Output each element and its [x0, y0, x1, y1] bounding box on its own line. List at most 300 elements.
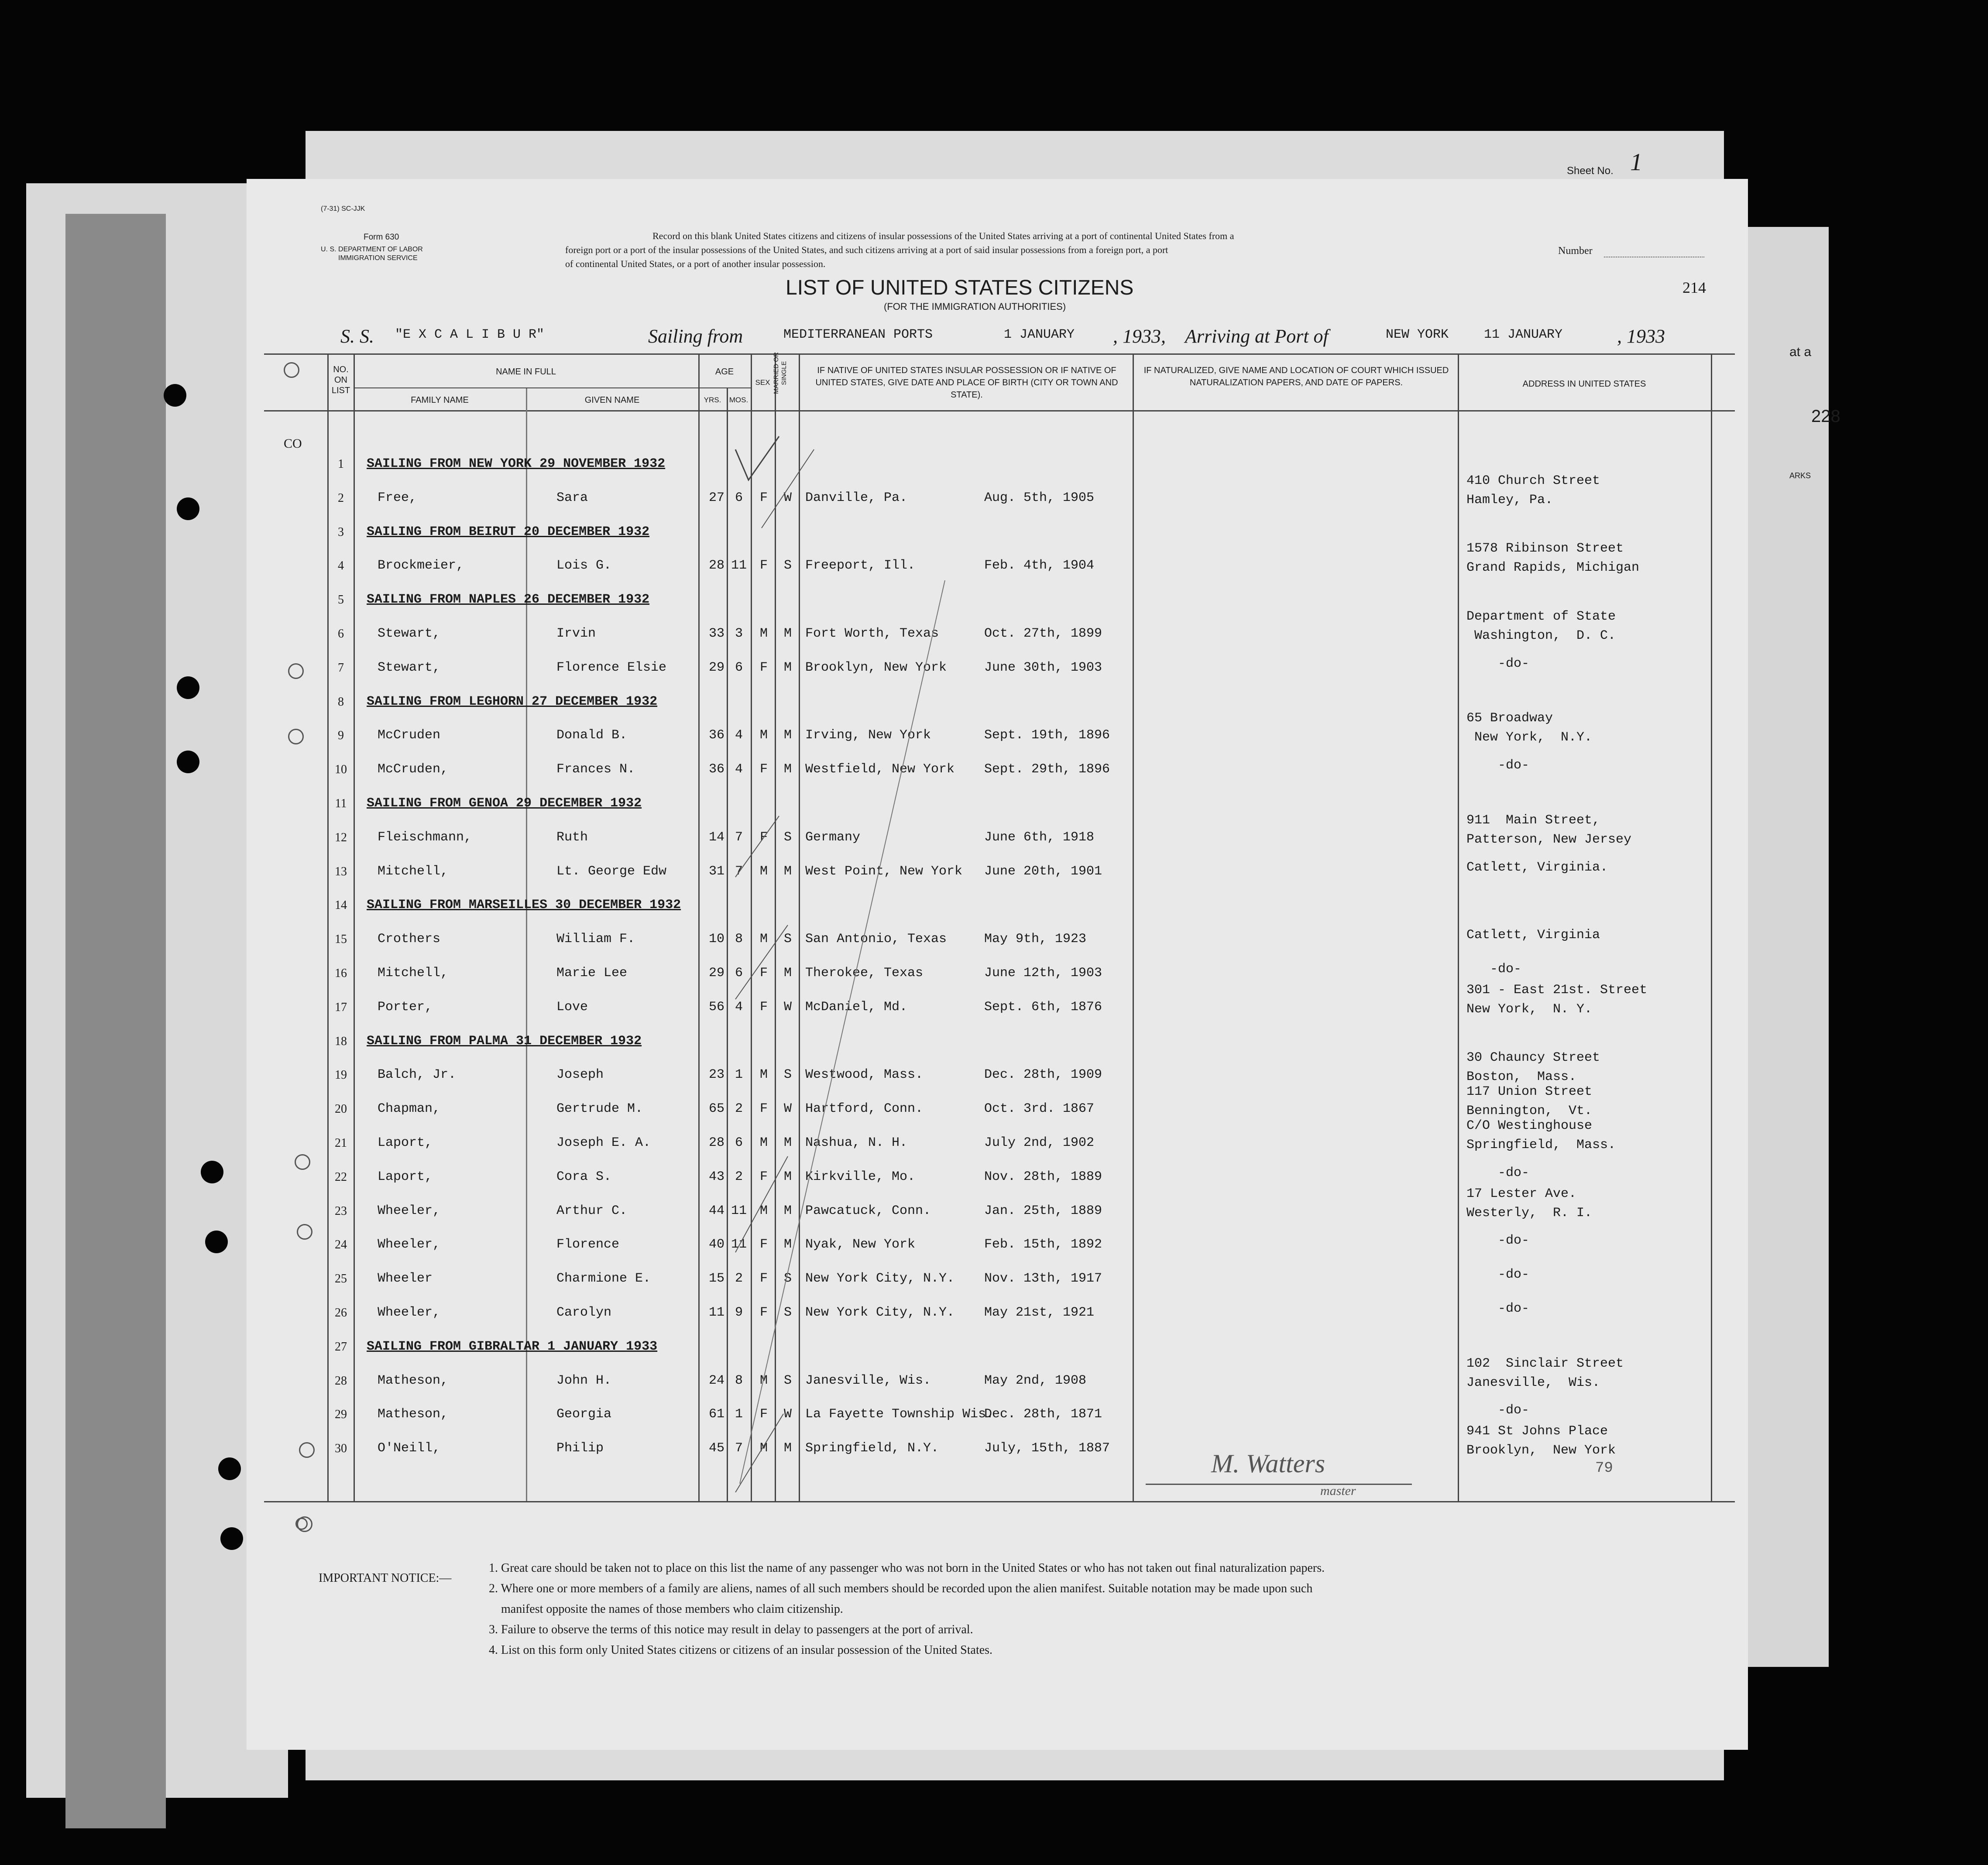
- family-name: Porter,: [378, 999, 433, 1015]
- birthplace: Janesville, Wis.: [805, 1373, 931, 1388]
- birthplace: Fort Worth, Texas: [805, 626, 939, 641]
- age-years: 36: [708, 762, 724, 777]
- marital-status: M: [783, 864, 792, 879]
- age-years: 44: [708, 1203, 724, 1218]
- signature-underline: [1146, 1484, 1412, 1485]
- given-name: Joseph E. A.: [556, 1135, 651, 1150]
- given-name: Lois G.: [556, 558, 612, 573]
- header-given-name: GIVEN NAME: [584, 395, 640, 405]
- row-number: 25: [335, 1272, 347, 1286]
- form-number: Form 630: [364, 233, 399, 242]
- birth-date: Dec. 28th, 1871: [984, 1407, 1102, 1422]
- birth-date: June 20th, 1901: [984, 864, 1102, 879]
- row-number: 16: [335, 967, 347, 980]
- birth-date: Sept. 29th, 1896: [984, 762, 1110, 777]
- form-instructions: [565, 229, 1234, 271]
- ring-mark: [295, 1518, 308, 1530]
- address-entry: -do-: [1466, 656, 1530, 671]
- given-name: Georgia: [556, 1407, 612, 1422]
- section-heading: SAILING FROM BEIRUT 20 DECEMBER 1932: [367, 524, 650, 539]
- notice-label: IMPORTANT NOTICE:—: [319, 1571, 452, 1585]
- address-entry: Catlett, Virginia: [1466, 928, 1600, 943]
- sex: M: [759, 932, 768, 947]
- table-top-rule: [264, 353, 1735, 355]
- margin-note-co: CO: [284, 436, 302, 451]
- family-name: Laport,: [378, 1169, 433, 1184]
- given-name: Donald B.: [556, 728, 628, 743]
- address-note-79: 79: [1595, 1460, 1613, 1477]
- row-number: 21: [335, 1136, 347, 1150]
- header-yrs: YRS.: [704, 396, 721, 404]
- age-months: 2: [735, 1101, 743, 1117]
- birthplace: Nyak, New York: [805, 1237, 916, 1252]
- age-years: 45: [708, 1441, 724, 1456]
- given-name: Marie Lee: [556, 966, 628, 980]
- age-years: 11: [708, 1305, 724, 1320]
- family-name: Chapman,: [378, 1101, 441, 1117]
- sex: F: [759, 660, 768, 675]
- marital-status: W: [783, 1407, 792, 1422]
- marital-status: M: [783, 1169, 792, 1184]
- address-entry: -do-: [1466, 758, 1530, 773]
- notice-item: 3. Failure to observe the terms of this notice may result in delay to passengers at the port of arrival.: [489, 1623, 973, 1636]
- punch-hole: [201, 1161, 223, 1183]
- signature-title: master: [1320, 1484, 1356, 1498]
- birthplace: Freeport, Ill.: [805, 558, 916, 573]
- marital-status: W: [783, 490, 792, 505]
- age-months: 7: [735, 830, 743, 845]
- age-years: 14: [708, 830, 724, 845]
- sheet-number-value: 1: [1630, 149, 1642, 176]
- address-entry: -do-: [1466, 962, 1522, 977]
- marital-status: W: [783, 999, 792, 1015]
- section-heading: SAILING FROM NEW YORK 29 NOVEMBER 1932: [367, 456, 666, 471]
- age-months: 6: [735, 660, 743, 675]
- header-address: ADDRESS IN UNITED STATES: [1522, 379, 1646, 389]
- instruction-line: of continental United States, or a port of another insular possession.: [565, 258, 826, 269]
- row-number: 4: [338, 559, 344, 573]
- sex: M: [759, 1135, 768, 1150]
- instruction-line: Record on this blank United States citizens and citizens of insular possessions of the United States arriving at a port of continental United States from a: [652, 230, 1234, 241]
- age-months: 7: [735, 1441, 743, 1456]
- birthplace: New York City, N.Y.: [805, 1305, 955, 1320]
- age-years: 15: [708, 1271, 724, 1286]
- sex: F: [759, 1305, 768, 1320]
- birth-date: July 2nd, 1902: [984, 1135, 1095, 1150]
- sex: M: [759, 1203, 768, 1218]
- birth-date: May 9th, 1923: [984, 932, 1087, 947]
- family-name: Wheeler,: [378, 1305, 441, 1320]
- birthplace: Danville, Pa.: [805, 490, 908, 505]
- right-sheet-text: at a: [1789, 345, 1812, 359]
- table-header-rule: [264, 410, 1735, 411]
- sex: F: [759, 490, 768, 505]
- arriving-label: Arriving at Port of: [1185, 326, 1329, 347]
- number-label: Number: [1558, 245, 1593, 257]
- address-entry: 1578 Ribinson Street Grand Rapids, Michigan: [1466, 541, 1640, 576]
- given-name: John H.: [556, 1373, 612, 1388]
- marital-status: M: [783, 1135, 792, 1150]
- family-name: O'Neill,: [378, 1441, 441, 1456]
- age-years: 29: [708, 660, 724, 675]
- age-years: 24: [708, 1373, 724, 1388]
- birth-date: Sept. 19th, 1896: [984, 728, 1110, 743]
- address-entry: C/O Westinghouse Springfield, Mass.: [1466, 1118, 1616, 1152]
- binder-strip: [65, 214, 166, 1828]
- row-number: 2: [338, 491, 344, 505]
- age-years: 29: [708, 966, 724, 980]
- ship-name: "E X C A L I B U R": [395, 327, 545, 342]
- sex: F: [759, 966, 768, 980]
- age-years: 31: [708, 864, 724, 879]
- row-number: 27: [335, 1340, 347, 1354]
- marital-status: S: [783, 1373, 792, 1388]
- birth-date: June 12th, 1903: [984, 966, 1102, 980]
- birthplace: Nashua, N. H.: [805, 1135, 908, 1150]
- header-family-name: FAMILY NAME: [411, 395, 469, 405]
- address-entry: Department of State Washington, D. C.: [1466, 609, 1616, 643]
- family-name: Brockmeier,: [378, 558, 464, 573]
- row-number: 14: [335, 898, 347, 912]
- family-name: Matheson,: [378, 1407, 449, 1422]
- row-number: 7: [338, 661, 344, 675]
- punch-hole: [218, 1457, 241, 1480]
- notice-item: manifest opposite the names of those members who claim citizenship.: [501, 1602, 843, 1616]
- sheet-number-label: Sheet No.: [1567, 165, 1614, 177]
- page-title: LIST OF UNITED STATES CITIZENS: [786, 276, 1134, 299]
- marital-status: M: [783, 660, 792, 675]
- age-years: 27: [708, 490, 724, 505]
- birth-date: Aug. 5th, 1905: [984, 490, 1095, 505]
- header-sex: SEX: [755, 378, 770, 387]
- age-months: 11: [731, 1203, 747, 1218]
- section-heading: SAILING FROM LEGHORN 27 DECEMBER 1932: [367, 694, 658, 709]
- sex: F: [759, 1271, 768, 1286]
- family-name: McCruden: [378, 728, 441, 743]
- marital-status: S: [783, 932, 792, 947]
- given-name: Charmione E.: [556, 1271, 651, 1286]
- row-number: 17: [335, 1000, 347, 1014]
- birthplace: McDaniel, Md.: [805, 999, 908, 1015]
- row-number: 15: [335, 932, 347, 946]
- form-code: (7-31) SC-JJK: [321, 205, 365, 213]
- row-number: 3: [338, 525, 344, 539]
- given-name: Ruth: [556, 830, 588, 845]
- sex: F: [759, 762, 768, 777]
- sex: M: [759, 626, 768, 641]
- birth-date: Jan. 25th, 1889: [984, 1203, 1102, 1218]
- given-name: William F.: [556, 932, 635, 947]
- birth-date: Nov. 28th, 1889: [984, 1169, 1102, 1184]
- row-number: 24: [335, 1238, 347, 1252]
- birthplace: Irving, New York: [805, 728, 931, 743]
- birthplace: Kirkville, Mo.: [805, 1169, 916, 1184]
- address-entry: Catlett, Virginia.: [1466, 860, 1608, 875]
- age-months: 8: [735, 1373, 743, 1388]
- family-name: Mitchell,: [378, 864, 449, 879]
- row-number: 22: [335, 1170, 347, 1184]
- row-number: 6: [338, 627, 344, 641]
- age-months: 11: [731, 1237, 747, 1252]
- birthplace: Germany: [805, 830, 861, 845]
- address-entry: -do-: [1466, 1165, 1530, 1180]
- row-number: 30: [335, 1442, 347, 1456]
- age-months: 6: [735, 1135, 743, 1150]
- row-number: 8: [338, 695, 344, 709]
- age-years: 28: [708, 558, 724, 573]
- birthplace: Therokee, Texas: [805, 966, 924, 980]
- family-name: McCruden,: [378, 762, 449, 777]
- row-number: 20: [335, 1102, 347, 1116]
- row-number: 18: [335, 1034, 347, 1048]
- given-name: Joseph: [556, 1067, 604, 1083]
- sex: M: [759, 1373, 768, 1388]
- given-name: Frances N.: [556, 762, 635, 777]
- section-heading: SAILING FROM PALMA 31 DECEMBER 1932: [367, 1033, 642, 1049]
- header-married-single: MARRIED OR SINGLE: [773, 352, 788, 394]
- birth-date: Dec. 28th, 1909: [984, 1067, 1102, 1083]
- age-years: 61: [708, 1407, 724, 1422]
- marital-status: M: [783, 966, 792, 980]
- age-months: 4: [735, 999, 743, 1015]
- birthplace: Westwood, Mass.: [805, 1067, 924, 1083]
- marital-status: S: [783, 1067, 792, 1083]
- section-heading: SAILING FROM GENOA 29 DECEMBER 1932: [367, 796, 642, 811]
- row-number: 29: [335, 1408, 347, 1422]
- birthplace: New York City, N.Y.: [805, 1271, 955, 1286]
- captain-signature: M. Watters: [1211, 1449, 1325, 1478]
- marital-status: W: [783, 1101, 792, 1117]
- family-name: Wheeler,: [378, 1237, 441, 1252]
- sex: M: [759, 1067, 768, 1083]
- given-name: Gertrude M.: [556, 1101, 643, 1117]
- citizen-list-form: [247, 179, 1748, 1750]
- row-number: 28: [335, 1374, 347, 1388]
- ring-mark: [284, 362, 299, 378]
- birth-date: May 2nd, 1908: [984, 1373, 1087, 1388]
- birth-date: Feb. 4th, 1904: [984, 558, 1095, 573]
- given-name: Arthur C.: [556, 1203, 628, 1218]
- row-number: 23: [335, 1204, 347, 1218]
- age-years: 36: [708, 728, 724, 743]
- row-number: 10: [335, 763, 347, 777]
- age-years: 28: [708, 1135, 724, 1150]
- age-months: 8: [735, 932, 743, 947]
- family-name: Free,: [378, 490, 417, 505]
- age-months: 3: [735, 626, 743, 641]
- marital-status: M: [783, 728, 792, 743]
- address-entry: 911 Main Street, Patterson, New Jersey: [1466, 813, 1632, 847]
- notice-item: 4. List on this form only United States citizens or citizens of an insular possession of the United States.: [489, 1643, 993, 1657]
- row-number: 13: [335, 864, 347, 878]
- row-number: 5: [338, 593, 344, 607]
- address-entry: -do-: [1466, 1233, 1530, 1248]
- arrival-date: 11 JANUARY: [1484, 327, 1563, 342]
- row-number: 12: [335, 830, 347, 844]
- sex: M: [759, 1441, 768, 1456]
- age-months: 7: [735, 864, 743, 879]
- address-entry: 941 St Johns Place Brooklyn, New York: [1466, 1424, 1616, 1458]
- right-sheet-remarks: ARKS: [1789, 471, 1811, 480]
- section-heading: SAILING FROM MARSEILLES 30 DECEMBER 1932: [367, 898, 681, 913]
- age-months: 6: [735, 966, 743, 980]
- header-name-in-full: NAME IN FULL: [496, 367, 556, 377]
- diagonal-stamp-lines: [718, 572, 1154, 1488]
- marital-status: M: [783, 1441, 792, 1456]
- given-name: Sara: [556, 490, 588, 505]
- page-subtitle: (FOR THE IMMIGRATION AUTHORITIES): [884, 301, 1066, 312]
- sex: F: [759, 999, 768, 1015]
- family-name: Wheeler: [378, 1271, 433, 1286]
- marital-status: M: [783, 1237, 792, 1252]
- header-naturalized: IF NATURALIZED, GIVE NAME AND LOCATION OF COURT WHICH ISSUED NATURALIZATION PAPERS, AND DATE OF PAPERS.: [1143, 366, 1449, 387]
- address-entry: 301 - East 21st. Street New York, N. Y.: [1466, 982, 1648, 1017]
- arrival-port: NEW YORK: [1386, 327, 1449, 342]
- family-name: Fleischmann,: [378, 830, 472, 845]
- table-bottom-rule: [264, 1501, 1735, 1502]
- given-name: Love: [556, 999, 588, 1015]
- row-number: 1: [338, 457, 344, 471]
- birthplace: Pawcatuck, Conn.: [805, 1203, 931, 1218]
- given-name: Cora S.: [556, 1169, 612, 1184]
- given-name: Florence Elsie: [556, 660, 667, 675]
- punch-hole: [205, 1231, 228, 1253]
- family-name: Mitchell,: [378, 966, 449, 980]
- punch-hole: [164, 384, 186, 407]
- age-months: 4: [735, 728, 743, 743]
- sailing-from: MEDITERRANEAN PORTS: [783, 327, 933, 342]
- address-entry: 102 Sinclair Street Janesville, Wis.: [1466, 1356, 1624, 1390]
- birth-date: Sept. 6th, 1876: [984, 999, 1102, 1015]
- form-service: IMMIGRATION SERVICE: [338, 254, 418, 262]
- birth-date: Nov. 13th, 1917: [984, 1271, 1102, 1286]
- age-years: 10: [708, 932, 724, 947]
- address-entry: 17 Lester Ave. Westerly, R. I.: [1466, 1186, 1593, 1220]
- sex: F: [759, 558, 768, 573]
- punch-hole: [177, 497, 199, 520]
- marital-status: S: [783, 1271, 792, 1286]
- age-months: 11: [731, 558, 747, 573]
- birth-date: Oct. 27th, 1899: [984, 626, 1102, 641]
- age-years: 23: [708, 1067, 724, 1083]
- row-number: 26: [335, 1306, 347, 1320]
- age-months: 2: [735, 1169, 743, 1184]
- age-years: 43: [708, 1169, 724, 1184]
- birthplace: Brooklyn, New York: [805, 660, 947, 675]
- address-entry: -do-: [1466, 1267, 1530, 1282]
- address-entry: 410 Church Street Hamley, Pa.: [1466, 473, 1600, 507]
- header-no-on-list: NO. ON LIST: [331, 365, 350, 395]
- sailing-label: Sailing from: [648, 326, 743, 347]
- birth-date: June 6th, 1918: [984, 830, 1095, 845]
- birth-date: June 30th, 1903: [984, 660, 1102, 675]
- birthplace: West Point, New York: [805, 864, 963, 879]
- family-name: Laport,: [378, 1135, 433, 1150]
- given-name: Irvin: [556, 626, 596, 641]
- section-heading: SAILING FROM GIBRALTAR 1 JANUARY 1933: [367, 1339, 658, 1354]
- family-name: Wheeler,: [378, 1203, 441, 1218]
- sex: M: [759, 728, 768, 743]
- header-birthplace: IF NATIVE OF UNITED STATES INSULAR POSSESSION OR IF NATIVE OF UNITED STATES, GIVE DATE AND PLACE OF BIRTH (CITY OR TOWN AND STATE).: [815, 366, 1118, 400]
- sex: F: [759, 1407, 768, 1422]
- sailing-date: 1 JANUARY: [1004, 327, 1075, 342]
- birth-date: May 21st, 1921: [984, 1305, 1095, 1320]
- marital-status: M: [783, 762, 792, 777]
- given-name: Lt. George Edw: [556, 864, 667, 879]
- row-number: 19: [335, 1068, 347, 1082]
- notice-item: 2. Where one or more members of a family are aliens, names of all such members should be recorded upon the alien manifest. Suitable notation may be made upon such: [489, 1582, 1313, 1595]
- birth-date: Feb. 15th, 1892: [984, 1237, 1102, 1252]
- birthplace: Westfield, New York: [805, 762, 955, 777]
- given-name: Philip: [556, 1441, 604, 1456]
- birth-date: July, 15th, 1887: [984, 1441, 1110, 1456]
- birth-date: Oct. 3rd. 1867: [984, 1101, 1095, 1117]
- age-years: 33: [708, 626, 724, 641]
- address-entry: 65 Broadway New York, N.Y.: [1466, 711, 1593, 745]
- punch-hole: [220, 1527, 243, 1550]
- birthplace: San Antonio, Texas: [805, 932, 947, 947]
- sex: F: [759, 1169, 768, 1184]
- marital-status: S: [783, 1305, 792, 1320]
- sailing-year: , 1933,: [1113, 326, 1166, 347]
- family-name: Crothers: [378, 932, 441, 947]
- age-months: 6: [735, 490, 743, 505]
- address-entry: 117 Union Street Bennington, Vt.: [1466, 1084, 1593, 1119]
- row-number: 11: [335, 797, 347, 810]
- age-years: 65: [708, 1101, 724, 1117]
- punch-hole: [177, 751, 199, 773]
- age-months: 1: [735, 1407, 743, 1422]
- family-name: Matheson,: [378, 1373, 449, 1388]
- right-sheet-page-number: 228: [1811, 407, 1840, 426]
- sex: F: [759, 1237, 768, 1252]
- arrival-year: , 1933: [1617, 326, 1665, 347]
- family-name: Stewart,: [378, 626, 441, 641]
- birthplace: Springfield, N.Y.: [805, 1441, 939, 1456]
- ss-label: S. S.: [340, 326, 374, 347]
- marital-status: S: [783, 558, 792, 573]
- given-name: Florence: [556, 1237, 620, 1252]
- header-age: AGE: [715, 367, 734, 377]
- sex: M: [759, 864, 768, 879]
- section-heading: SAILING FROM NAPLES 26 DECEMBER 1932: [367, 592, 650, 607]
- form-department: U. S. DEPARTMENT OF LABOR: [321, 246, 423, 253]
- birthplace: Hartford, Conn.: [805, 1101, 924, 1117]
- notice-item: 1. Great care should be taken not to place on this list the name of any passenger who was not born in the United States or who has not taken out final naturalization papers.: [489, 1561, 1325, 1575]
- row-number: 9: [338, 729, 344, 743]
- age-years: 40: [708, 1237, 724, 1252]
- marital-status: M: [783, 626, 792, 641]
- family-name: Balch, Jr.: [378, 1067, 457, 1083]
- page-number: 214: [1682, 279, 1706, 296]
- given-name: Carolyn: [556, 1305, 612, 1320]
- punch-hole: [177, 676, 199, 699]
- subheader-rule: [354, 387, 751, 388]
- sex: F: [759, 830, 768, 845]
- marital-status: S: [783, 830, 792, 845]
- address-entry: 30 Chauncy Street Boston, Mass.: [1466, 1050, 1600, 1085]
- age-months: 1: [735, 1067, 743, 1083]
- family-name: Stewart,: [378, 660, 441, 675]
- birthplace: La Fayette Township Wis.: [805, 1407, 994, 1422]
- header-mos: MOS.: [729, 396, 749, 404]
- address-entry: -do-: [1466, 1301, 1530, 1316]
- sex: F: [759, 1101, 768, 1117]
- age-months: 9: [735, 1305, 743, 1320]
- age-months: 2: [735, 1271, 743, 1286]
- age-years: 56: [708, 999, 724, 1015]
- age-months: 4: [735, 762, 743, 777]
